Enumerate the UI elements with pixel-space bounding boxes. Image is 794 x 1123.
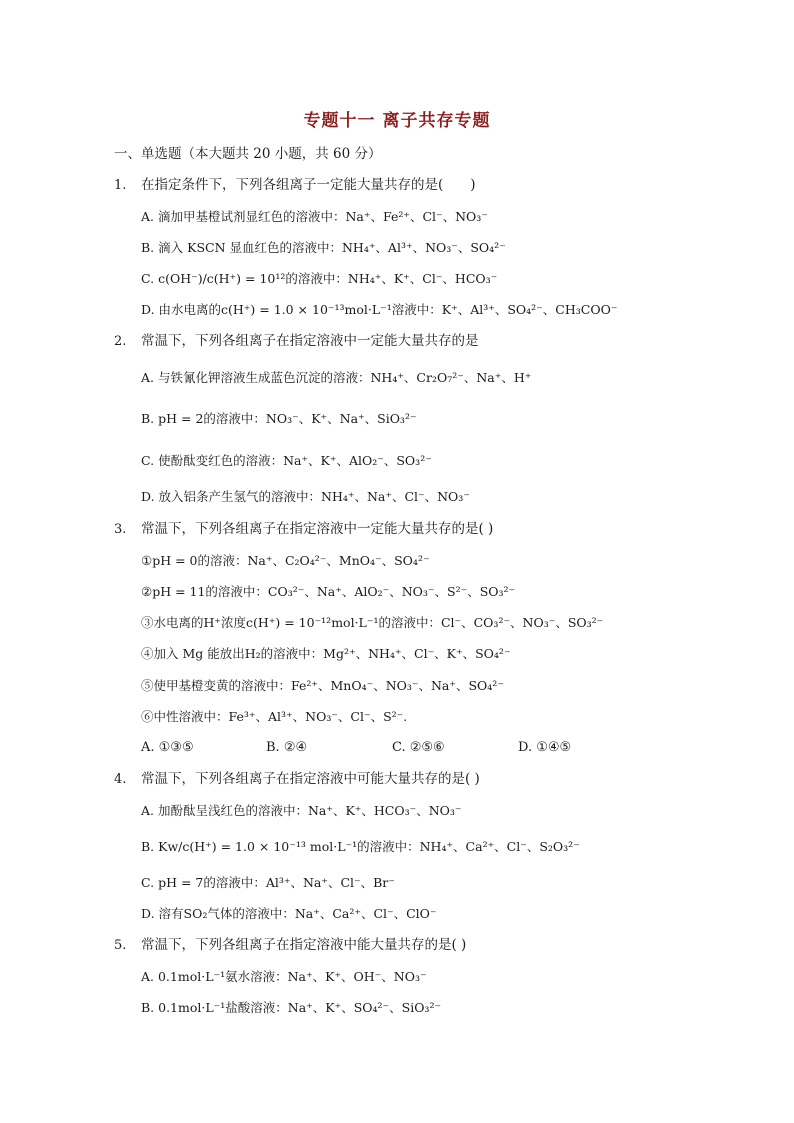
option-b: B. Kw/c(H⁺) = 1.0 × 10⁻¹³ mol·L⁻¹的溶液中：NH₄⁺、Ca²⁺、Cl⁻、S₂O₃²⁻ (141, 839, 580, 854)
choice-c: C. ②⑤⑥ (392, 740, 445, 755)
option-c: C. c(OH⁻)/c(H⁺) = 10¹²的溶液中：NH₄⁺、K⁺、Cl⁻、HCO₃⁻ (141, 271, 498, 286)
statement-3: ③水电离的H⁺浓度c(H⁺) = 10⁻¹²mol·L⁻¹的溶液中：Cl⁻、CO₃²⁻、NO₃⁻、SO₃²⁻ (141, 615, 604, 630)
option-b: B. 滴入 KSCN 显血红色的溶液中：NH₄⁺、Al³⁺、NO₃⁻、SO₄²⁻ (141, 240, 506, 255)
statement-4: ④加入 Mg 能放出H₂的溶液中：Mg²⁺、NH₄⁺、Cl⁻、K⁺、SO₄²⁻ (141, 646, 511, 661)
option-c: C. 使酚酞变红色的溶液：Na⁺、K⁺、AlO₂⁻、SO₃²⁻ (141, 453, 432, 468)
section-heading: 一、单选题（本大题共 20 小题，共 60 分） (114, 146, 382, 162)
option-a: A. 0.1mol·L⁻¹氨水溶液：Na⁺、K⁺、OH⁻、NO₃⁻ (141, 969, 427, 984)
option-a: A. 加酚酞呈浅红色的溶液中：Na⁺、K⁺、HCO₃⁻、NO₃⁻ (141, 803, 462, 818)
document-title: 专题十一 离子共存专题 (303, 111, 491, 131)
option-d: D. 溶有SO₂气体的溶液中：Na⁺、Ca²⁺、Cl⁻、ClO⁻ (141, 906, 437, 921)
option-b: B. pH = 2的溶液中：NO₃⁻、K⁺、Na⁺、SiO₃²⁻ (141, 411, 417, 426)
statement-1: ①pH = 0的溶液：Na⁺、C₂O₄²⁻、MnO₄⁻、SO₄²⁻ (141, 553, 430, 568)
question-stem: 常温下，下列各组离子在指定溶液中能大量共存的是( ) (141, 937, 467, 953)
statement-2: ②pH = 11的溶液中：CO₃²⁻、Na⁺、AlO₂⁻、NO₃⁻、S²⁻、SO₃²⁻ (141, 584, 516, 599)
option-b: B. 0.1mol·L⁻¹盐酸溶液：Na⁺、K⁺、SO₄²⁻、SiO₃²⁻ (141, 1000, 442, 1015)
option-a: A. 滴加甲基橙试剂显红色的溶液中：Na⁺、Fe²⁺、Cl⁻、NO₃⁻ (141, 209, 488, 224)
choice-b: B. ②④ (266, 740, 308, 755)
question-stem: 常温下，下列各组离子在指定溶液中一定能大量共存的是 (141, 333, 479, 349)
option-c: C. pH = 7的溶液中：Al³⁺、Na⁺、Cl⁻、Br⁻ (141, 875, 395, 890)
question-stem: 常温下，下列各组离子在指定溶液中一定能大量共存的是( ) (141, 521, 494, 537)
question-stem: 常温下，下列各组离子在指定溶液中可能大量共存的是( ) (141, 771, 480, 787)
question-number: 3. (114, 522, 127, 537)
statement-5: ⑤使甲基橙变黄的溶液中：Fe²⁺、MnO₄⁻、NO₃⁻、Na⁺、SO₄²⁻ (141, 678, 504, 693)
question-number: 5. (114, 938, 127, 953)
question-number: 2. (114, 334, 127, 349)
option-d: D. 放入铝条产生氢气的溶液中：NH₄⁺、Na⁺、Cl⁻、NO₃⁻ (141, 489, 470, 504)
option-a: A. 与铁氰化钾溶液生成蓝色沉淀的溶液：NH₄⁺、Cr₂O₇²⁻、Na⁺、H⁺ (141, 370, 532, 385)
choice-a: A. ①③⑤ (141, 740, 194, 755)
question-stem: 在指定条件下，下列各组离子一定能大量共存的是( ) (141, 177, 476, 193)
statement-6: ⑥中性溶液中：Fe³⁺、Al³⁺、NO₃⁻、Cl⁻、S²⁻. (141, 709, 408, 724)
option-d: D. 由水电离的c(H⁺) = 1.0 × 10⁻¹³mol·L⁻¹溶液中：K⁺、Al³⁺、SO₄²⁻、CH₃COO⁻ (141, 302, 618, 317)
question-number: 4. (114, 772, 127, 787)
choice-d: D. ①④⑤ (518, 740, 572, 755)
question-number: 1. (114, 178, 127, 193)
